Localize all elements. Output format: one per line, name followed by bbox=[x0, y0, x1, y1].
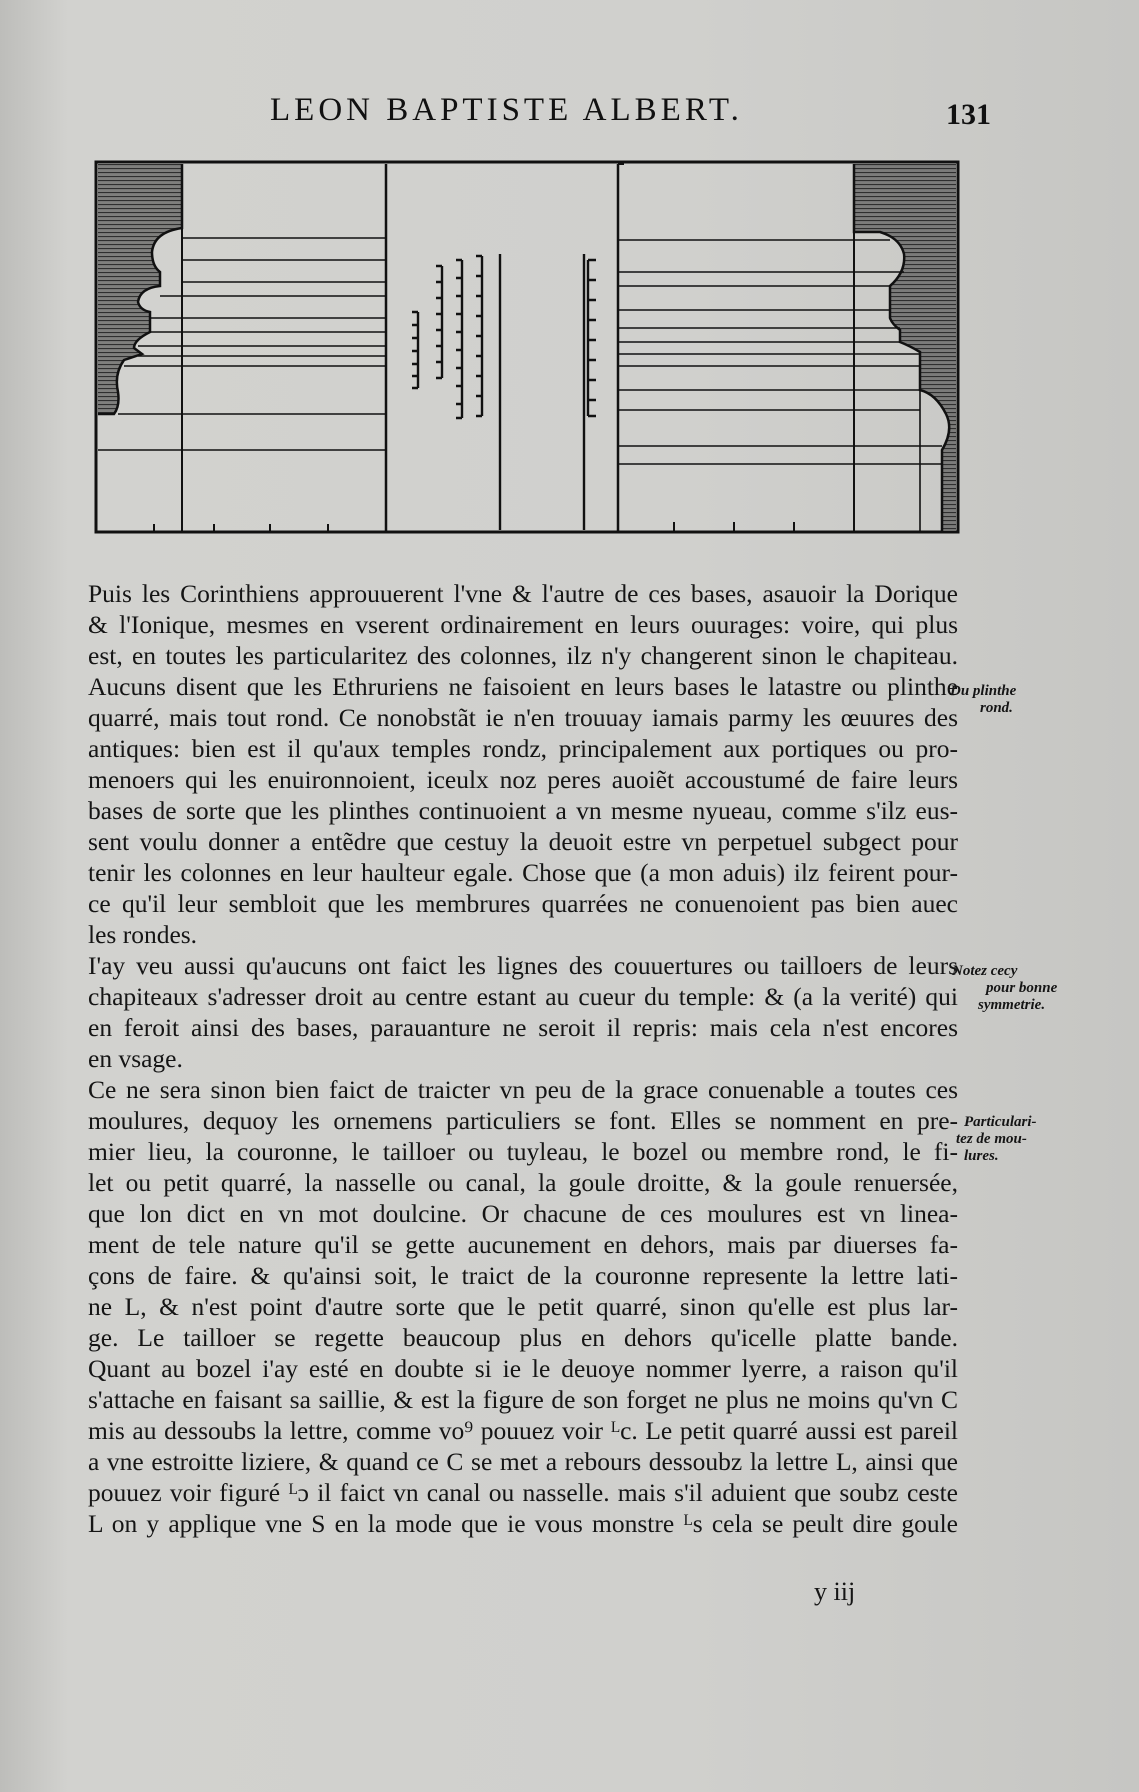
text-line: bases de sorte que les plinthes continuoient a vn mesme nyueau, comme s'ilz eus- bbox=[88, 796, 958, 825]
margin-note-plinthe bbox=[950, 683, 1016, 717]
text-line: s'attache en faisant sa saillie, & est la figure de son forget ne plus ne moins qu'vn C bbox=[88, 1385, 958, 1414]
text-line: tenir les colonnes en leur haulteur egale. Chose que (a mon aduis) ilz feirent pour- bbox=[88, 858, 958, 887]
text-line: mis au dessoubs la lettre, comme vo⁹ pouuez voir ᴸc. Le petit quarré aussi est pareil bbox=[88, 1416, 958, 1445]
text-line: let ou petit quarré, la nasselle ou canal, la goule droitte, & la goule renuersée, bbox=[88, 1168, 958, 1197]
text-line: en vsage. bbox=[88, 1044, 183, 1073]
body-text bbox=[88, 578, 958, 1539]
text-line: Ce ne sera sinon bien faict de traicter vn peu de la grace conuenable a toutes ces bbox=[88, 1075, 958, 1104]
text-line: quarré, mais tout rond. Ce nonobstãt ie n'en trouuay iamais parmy les œuures des bbox=[88, 703, 958, 732]
margin-note-line: Notez cecy bbox=[952, 963, 1018, 979]
margin-note-line: Du plinthe bbox=[950, 683, 1017, 699]
catchword: y iij bbox=[814, 1577, 856, 1606]
margin-note-line: lures. bbox=[964, 1148, 999, 1164]
text-line: antiques: bien est il qu'aux temples rondz, principalement aux portiques ou pro- bbox=[88, 734, 958, 763]
text-line: ce qu'il leur sembloit que les membrures quarrées ne conuenoient pas bien auec bbox=[88, 889, 958, 918]
running-head: LEON BAPTISTE ALBERT. bbox=[270, 92, 743, 128]
text-line: menoers qui les enuironnoient, iceulx noz peres auoiẽt accoustumé de faire leurs bbox=[88, 765, 958, 794]
text-line: les rondes. bbox=[88, 920, 198, 949]
text-line: ment de tele nature qu'il se gette aucunement en dehors, mais par diuerses fa- bbox=[88, 1230, 958, 1259]
page-number: 131 bbox=[946, 98, 991, 131]
left-base-drawing bbox=[98, 164, 386, 532]
text-line: & l'Ionique, mesmes en vserent ordinairement en leurs ouurages: voire, qui plus bbox=[88, 610, 958, 639]
margin-note-moulures bbox=[952, 1114, 1037, 1165]
column-bases-illustration bbox=[94, 160, 960, 536]
text-line: chapiteaux s'adresser droit au centre estant au cueur du temple: & (a la verité) qui bbox=[88, 982, 958, 1011]
text-line: mier lieu, la couronne, le tailloer ou tuyleau, le bozel ou membre rond, le fi- bbox=[88, 1137, 958, 1166]
text-line: ge. Le tailloer se regette beaucoup plus en dehors qu'icelle platte bande. bbox=[88, 1323, 958, 1352]
measurement-scales bbox=[412, 254, 596, 530]
text-line: Quant au bozel i'ay esté en doubte si ie le deuoye nommer lyerre, a raison qu'il bbox=[88, 1354, 958, 1383]
text-line: que lon dict en vn mot doulcine. Or chacune de ces moulures est vn linea- bbox=[88, 1199, 958, 1228]
text-line: Aucuns disent que les Ethruriens ne faisoient en leurs bases le latastre ou plinthe bbox=[88, 672, 958, 701]
text-line: en feroit ainsi des bases, parauanture ne seroit il repris: mais cela n'est encores bbox=[88, 1013, 958, 1042]
text-line: pouuez voir figuré ᴸɔ il faict vn canal ou nasselle. mais s'il aduient que soubz ceste bbox=[88, 1478, 958, 1507]
margin-note-line: Particulari- bbox=[964, 1114, 1037, 1130]
margin-note-symmetrie bbox=[952, 963, 1057, 1014]
text-line: L on y applique vne S en la mode que ie vous monstre ᴸs cela se peult dire goule bbox=[88, 1509, 958, 1538]
text-line: moulures, dequoy les ornemens particuliers se font. Elles se nomment en pre- bbox=[88, 1106, 958, 1135]
text-line: I'ay veu aussi qu'aucuns ont faict les lignes des couuertures ou tailloers de leurs bbox=[88, 951, 958, 980]
right-base-drawing bbox=[618, 164, 956, 532]
margin-note-line: symmetrie. bbox=[978, 997, 1046, 1013]
text-line: sent voulu donner a entẽdre que cestuy la deuoit estre vn perpetuel subgect pour bbox=[88, 827, 958, 856]
margin-note-line: tez de mou- bbox=[956, 1131, 1027, 1147]
margin-note-line: pour bonne bbox=[986, 980, 1058, 996]
margin-note-line: rond. bbox=[980, 700, 1013, 716]
text-line: Puis les Corinthiens approuuerent l'vne & l'autre de ces bases, asauoir la Dorique bbox=[88, 579, 958, 608]
text-line: çons de faire. & qu'ainsi soit, le traict de la couronne represente la lettre lati- bbox=[88, 1261, 958, 1290]
text-line: ne L, & n'est point d'autre sorte que le petit quarré, sinon qu'elle est plus lar- bbox=[88, 1292, 958, 1321]
text-line: est, en toutes les particularitez des colonnes, ilz n'y changerent sinon le chapiteau. bbox=[88, 641, 958, 670]
text-line: a vne estroitte liziere, & quand ce C se met a rebours dessoubz la lettre L, ainsi que bbox=[88, 1447, 958, 1476]
